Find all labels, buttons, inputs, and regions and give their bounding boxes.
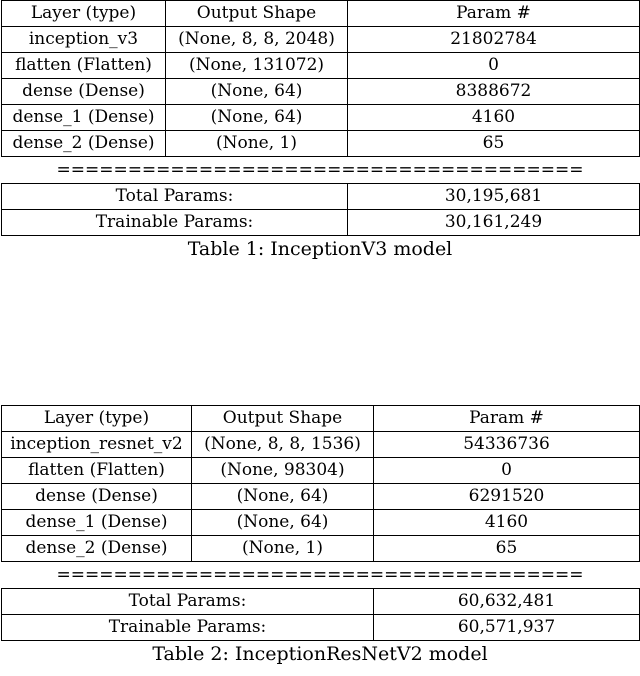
shape-cell: (None, 98304) (192, 458, 374, 484)
table-row (2, 27, 640, 53)
table-2-block (0, 405, 640, 667)
header-output-shape: Output Shape (166, 1, 348, 27)
table-row (2, 458, 640, 484)
summary-row (2, 589, 640, 615)
layer-cell: dense_1 (Dense) (2, 510, 192, 536)
summary-value: 30,195,681 (348, 184, 640, 210)
layer-cell: inception_resnet_v2 (2, 432, 192, 458)
param-cell: 65 (348, 131, 640, 157)
separator-line: ===================================== (56, 565, 584, 585)
header-output-shape: Output Shape (192, 406, 374, 432)
param-cell: 4160 (348, 105, 640, 131)
summary-value: 30,161,249 (348, 210, 640, 236)
shape-cell: (None, 8, 8, 2048) (166, 27, 348, 53)
summary-value: 60,632,481 (374, 589, 640, 615)
summary-label: Trainable Params: (2, 210, 348, 236)
param-cell: 0 (374, 458, 640, 484)
layer-cell: dense (Dense) (2, 484, 192, 510)
shape-cell: (None, 131072) (166, 53, 348, 79)
summary-label: Trainable Params: (2, 615, 374, 641)
table-header-row (2, 1, 640, 27)
table-caption: Table 2: InceptionResNetV2 model (152, 643, 488, 665)
param-cell: 21802784 (348, 27, 640, 53)
table-header-row (2, 406, 640, 432)
table-row (2, 432, 640, 458)
summary-label: Total Params: (2, 184, 348, 210)
table-row (2, 79, 640, 105)
layer-cell: inception_v3 (2, 27, 166, 53)
shape-cell: (None, 1) (166, 131, 348, 157)
param-cell: 65 (374, 536, 640, 562)
shape-cell: (None, 64) (192, 484, 374, 510)
layer-cell: dense_2 (Dense) (2, 131, 166, 157)
table-row (2, 53, 640, 79)
header-layer-type: Layer (type) (2, 1, 166, 27)
layer-cell: flatten (Flatten) (2, 458, 192, 484)
param-cell: 0 (348, 53, 640, 79)
table-caption: Table 1: InceptionV3 model (187, 238, 453, 260)
layer-cell: dense_2 (Dense) (2, 536, 192, 562)
param-cell: 4160 (374, 510, 640, 536)
summary-row (2, 210, 640, 236)
param-cell: 54336736 (374, 432, 640, 458)
table-row (2, 510, 640, 536)
header-param-count: Param # (348, 1, 640, 27)
table-1-block (0, 0, 640, 262)
param-cell: 8388672 (348, 79, 640, 105)
table-row (2, 131, 640, 157)
layers-table-2 (1, 405, 640, 562)
summary-table-1 (1, 183, 640, 236)
header-layer-type: Layer (type) (2, 406, 192, 432)
table-row (2, 484, 640, 510)
header-param-count: Param # (374, 406, 640, 432)
shape-cell: (None, 64) (166, 79, 348, 105)
layers-table-1 (1, 0, 640, 157)
table-row (2, 105, 640, 131)
summary-row (2, 184, 640, 210)
shape-cell: (None, 64) (166, 105, 348, 131)
layer-cell: flatten (Flatten) (2, 53, 166, 79)
summary-row (2, 615, 640, 641)
summary-value: 60,571,937 (374, 615, 640, 641)
summary-label: Total Params: (2, 589, 374, 615)
layer-cell: dense (Dense) (2, 79, 166, 105)
summary-table-2 (1, 588, 640, 641)
separator-line: ===================================== (56, 160, 584, 180)
shape-cell: (None, 8, 8, 1536) (192, 432, 374, 458)
layer-cell: dense_1 (Dense) (2, 105, 166, 131)
param-cell: 6291520 (374, 484, 640, 510)
shape-cell: (None, 64) (192, 510, 374, 536)
table-row (2, 536, 640, 562)
shape-cell: (None, 1) (192, 536, 374, 562)
